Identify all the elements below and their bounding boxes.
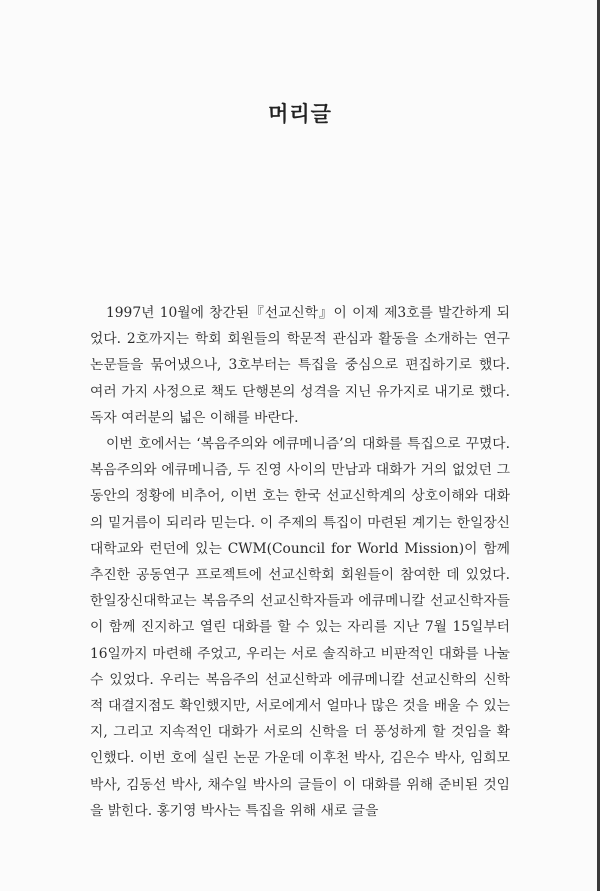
paragraph-1: 1997년 10월에 창간된『선교신학』이 이제 제3호를 발간하게 되었다. 2호까지는 학회 회원들의 학문적 관심과 활동을 소개하는 연구논문들을 묶어냈으나, 3호부터는 특집을 중심으로 편집하기로 했다. 여러 가지 사정으로 책도 단행본의 성격을 지닌 유가지로 내기로 했다. 독자 여러분의 넓은 이해를 바란다. [90,305,510,426]
page-title: 머리글 [268,101,332,126]
body-text [90,300,510,824]
paragraph-2: 이번 호에서는 ‘복음주의와 에큐메니즘’의 대화를 특집으로 꾸몄다. 복음주의와 에큐메니즘, 두 진영 사이의 만남과 대화가 거의 없었던 그 동안의 정황에 비추어, 이번 호는 한국 선교신학계의 상호이해와 대화의 밑거름이 되리라 믿는다. 이 주제의 특집이 마련된 계기는 한일장신대학교와 런던에 있는 CWM(Council for World Mission)이 함께 추진한 공동연구 프로젝트에 선교신학회 회원들이 참여한 데 있었다. 한일장신대학교는 복음주의 선교신학자들과 에큐메니칼 선교신학자들이 함께 진지하고 열린 대화를 할 수 있는 자리를 지난 7월 15일부터 16일까지 마련해 주었고, 우리는 서로 솔직하고 비판적인 대화를 나눌 수 있었다. 우리는 복음주의 선교신학과 에큐메니칼 선교신학의 신학적 대결지점도 확인했지만, 서로에게서 얼마나 많은 것을 배울 수 있는지, 그리고 지속적인 대화가 서로의 신학을 더 풍성하게 할 것임을 확인했다. 이번 호에 실린 논문 가운데 이후천 박사, 김은수 박사, 임희모 박사, 김동선 박사, 채수일 박사의 글들이 이 대화를 위해 준비된 것임을 밝힌다. 홍기영 박사는 특집을 위해 새로 글을 [90,436,510,819]
